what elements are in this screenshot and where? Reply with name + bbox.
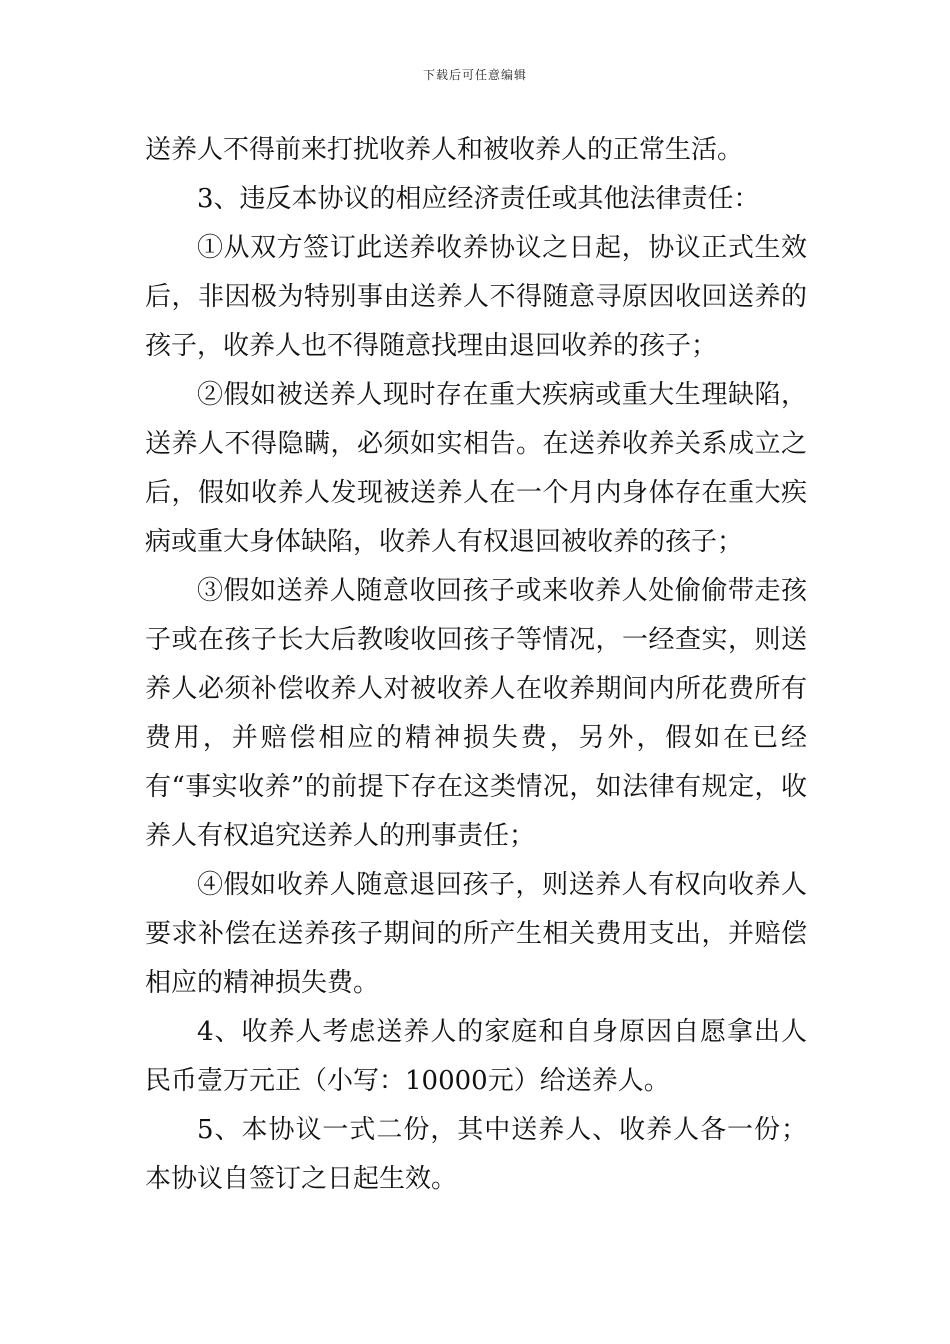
paragraph-clause-3: 3、违反本协议的相应经济责任或其他法律责任：: [197, 184, 760, 214]
page-header: 下载后可任意编辑: [422, 68, 527, 82]
paragraph-item-4: ④假如收养人随意退回孩子，则送养人有权向收养人要求补偿在送养孩子期间的所产生相关费用支出，并赔偿相应的精神损失费。: [145, 870, 807, 998]
paragraph-clause-4: 4、收养人考虑送养人的家庭和自身原因自愿拿出人民币壹万元正（小写：10000元）给送养人。: [145, 1017, 807, 1096]
document-body: [145, 126, 807, 1204]
paragraph-item-1: ①从双方签订此送养收养协议之日起，协议正式生效后，非因极为特别事由送养人不得随意寻原因收回送养的孩子，收养人也不得随意找理由退回收养的孩子；: [145, 233, 807, 361]
paragraph-continuation: 送养人不得前来打扰收养人和被收养人的正常生活。: [145, 135, 744, 165]
paragraph-item-3: ③假如送养人随意收回孩子或来收养人处偷偷带走孩子或在孩子长大后教唆收回孩子等情况，一经查实，则送养人必须补偿收养人对被收养人在收养期间内所花费所有费用，并赔偿相应的精神损失费，另外，假如在已经有“事实收养”的前提下存在这类情况，如法律有规定，收养人有权追究送养人的刑事责任；: [145, 576, 807, 851]
paragraph-item-2: ②假如被送养人现时存在重大疾病或重大生理缺陷，送养人不得隐瞒，必须如实相告。在送养收养关系成立之后，假如收养人发现被送养人在一个月内身体存在重大疾病或重大身体缺陷，收养人有权退回被收养的孩子；: [145, 380, 807, 557]
paragraph-clause-5: 5、本协议一式二份，其中送养人、收养人各一份；本协议自签订之日起生效。: [145, 1115, 807, 1194]
